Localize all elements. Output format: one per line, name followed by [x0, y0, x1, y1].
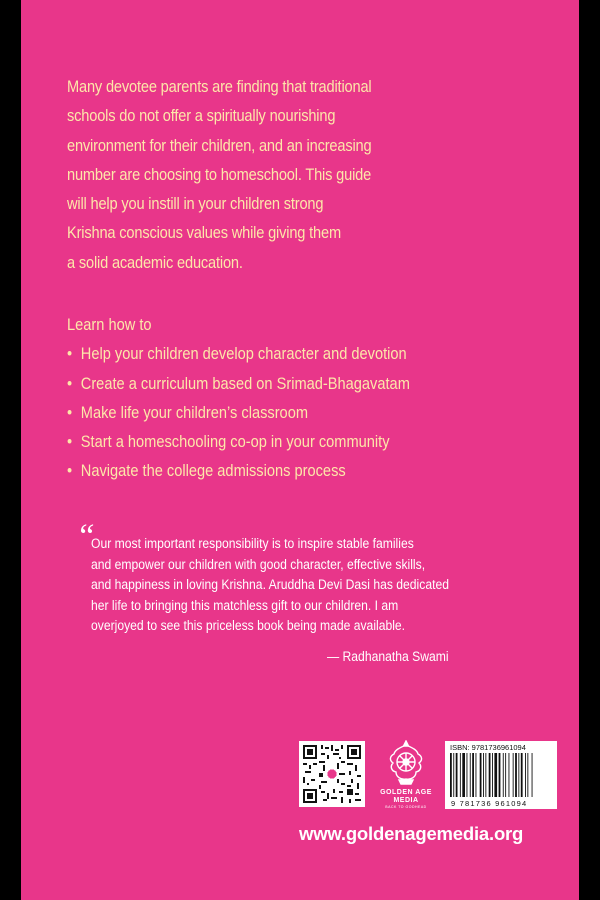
quote-line: and empower our children with good character, effective skills,: [91, 556, 426, 572]
barcode-bar: [521, 753, 523, 797]
quote-line: overjoyed to see this priceless book being made available.: [91, 618, 406, 634]
list-item: • Start a homeschooling co-op in your community: [67, 427, 410, 456]
qr-code-icon: [299, 741, 365, 807]
bullet-icon: •: [67, 432, 73, 452]
blurb-line: schools do not offer a spiritually nourishing: [67, 106, 336, 126]
barcode-bar: [483, 753, 484, 797]
quote-line: her life to bringing this matchless gift to our children. I am: [91, 597, 399, 613]
barcode-bar: [509, 753, 510, 797]
barcode-bar: [453, 753, 454, 797]
learn-section: [67, 310, 410, 486]
quote-attribution: — Radhanatha Swami: [327, 649, 449, 664]
quote-mark-icon: “: [76, 518, 95, 555]
publisher-tagline: BACK TO GODHEAD: [385, 805, 427, 809]
learn-list: [67, 339, 410, 485]
endorsement-quote: [91, 534, 478, 637]
bullet-icon: •: [67, 373, 73, 393]
publisher-logo: [375, 740, 437, 810]
barcode-bar: [525, 753, 526, 797]
barcode-bar: [515, 753, 517, 797]
barcode-bar: [532, 753, 533, 797]
bullet-icon: •: [67, 402, 73, 422]
publisher-website[interactable]: www.goldenagemedia.org: [299, 823, 524, 844]
barcode-bar: [489, 753, 491, 797]
blurb-line: a solid academic education.: [67, 252, 243, 272]
barcode-bar: [527, 753, 528, 797]
blurb-line: Many devotee parents are finding that traditional: [67, 77, 372, 96]
barcode-bar: [470, 753, 471, 797]
barcode-bar: [499, 753, 501, 797]
list-item: • Help your children develop character and devotion: [67, 339, 410, 368]
barcode-icon: [450, 753, 552, 799]
barcode-bar: [485, 753, 486, 797]
barcode-digits: 9 781736 961094: [451, 799, 528, 808]
barcode-bar: [476, 753, 477, 797]
barcode-bar: [467, 753, 468, 797]
barcode-bar: [503, 753, 504, 797]
barcode-bar: [492, 753, 493, 797]
list-item: • Create a curriculum based on Srimad-Bhagavatam: [67, 369, 410, 398]
barcode-bar: [460, 753, 461, 797]
quote-line: Our most important responsibility is to inspire stable families: [91, 536, 414, 551]
blurb-line: number are choosing to homeschool. This guide: [67, 164, 372, 184]
bullet-icon: •: [67, 344, 73, 364]
learn-heading: Learn how to: [67, 315, 152, 334]
list-item: • Make life your children’s classroom: [67, 398, 410, 427]
barcode-bar: [456, 753, 458, 797]
blurb-line: will help you instill in your children strong: [67, 194, 324, 214]
barcode-bar: [513, 753, 514, 797]
list-item: • Navigate the college admissions process: [67, 456, 410, 485]
barcode-bar: [518, 753, 519, 797]
blurb-line: Krishna conscious values while giving them: [67, 223, 341, 243]
lotus-chakra-icon: [387, 740, 425, 788]
barcode-bar: [480, 753, 482, 797]
blurb-line: environment for their children, and an increasing: [67, 135, 372, 155]
publisher-name: GOLDEN AGE MEDIA: [380, 789, 432, 804]
isbn-barcode: [445, 741, 557, 809]
blurb-paragraph: [67, 72, 385, 277]
barcode-bar: [472, 753, 474, 797]
quote-line: and happiness in loving Krishna. Aruddha Devi Dasi has dedicated: [91, 577, 449, 593]
barcode-bar: [505, 753, 506, 797]
barcode-bar: [494, 753, 497, 797]
bullet-icon: •: [67, 461, 73, 481]
isbn-label: ISBN: 9781736961094: [450, 743, 526, 752]
barcode-bar: [450, 753, 452, 797]
barcode-bar: [462, 753, 465, 797]
